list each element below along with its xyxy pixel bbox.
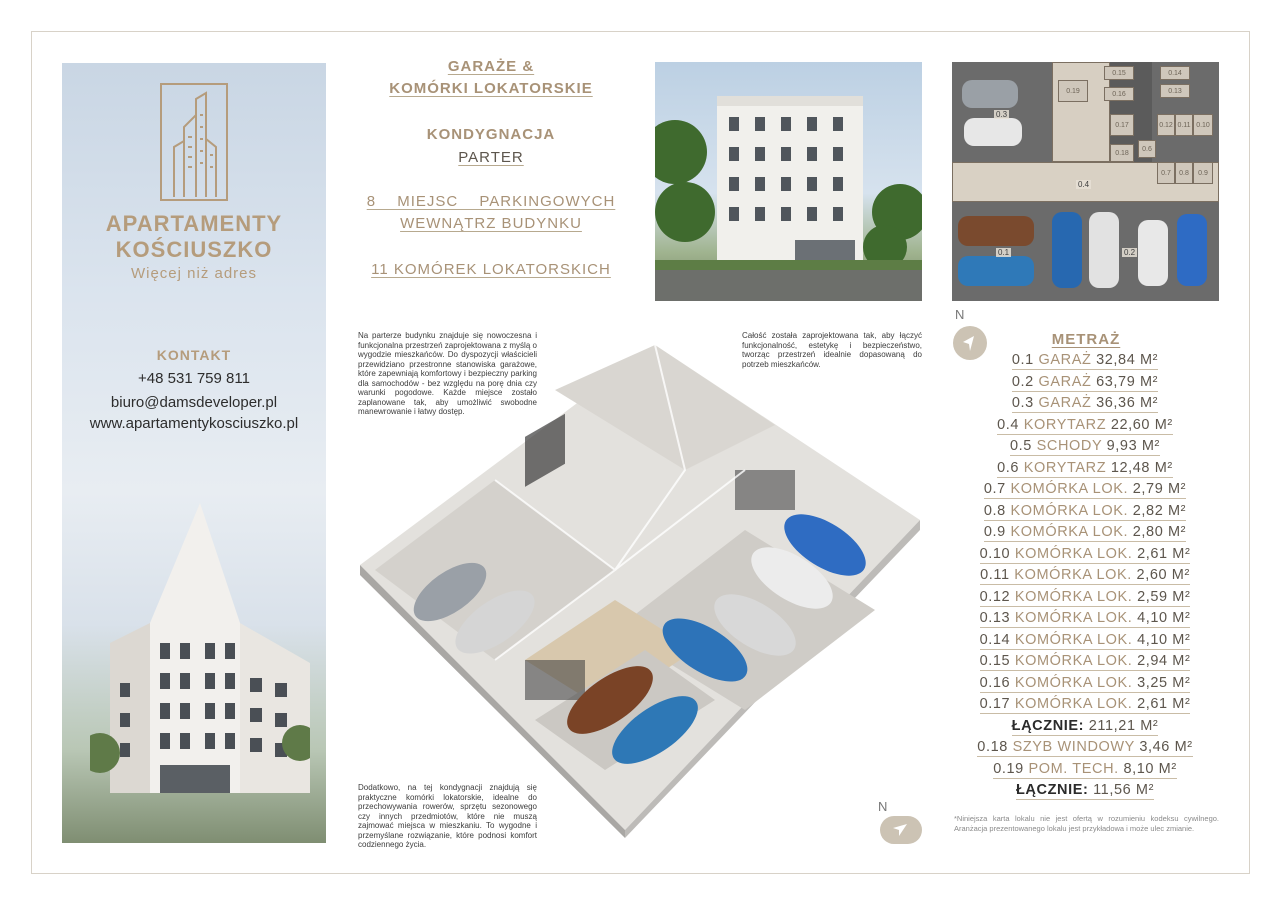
intro-paragraph: Na parterze budynku znajduje się nowoczesna i funkcjonalna przestrzeń zaprojektowana z myślą o wygodzie mieszkańców. Do dyspozycji właścicieli przewidziano przestronne stanowiska garażowe, które zapewniają komfortowy i bezpieczny parking dla samochodów - bez względu na porę dnia czy warunki pogodowe. Każde miejsce zostało zaplanowane tak, aby umożliwić swobodne manewrowanie i łatwy dostęp. [358,331,537,416]
area-row-value: 2,94 M² [1137,653,1191,669]
plan-label-0.2: 0.2 [1124,248,1136,257]
plan-cell-0.13: 0.13 [1160,84,1190,98]
isometric-floor-view [355,330,925,840]
area-row [940,632,1230,648]
plan-label-0.4: 0.4 [1078,180,1090,189]
level-value: PARTER [458,149,524,166]
area-row [940,696,1230,712]
area-row-label: KOMÓRKA LOK. [1014,545,1133,562]
area-row-number: 0.7 [983,481,1006,497]
compass-n-label-bottom: N [878,799,888,814]
area-row-value: 8,10 M² [1123,760,1177,777]
compass-n-label-top: N [955,307,965,322]
area-row-label: KORYTARZ [1023,416,1107,433]
area-row-value: 3,46 M² [1139,739,1193,755]
area-row-value: 2,82 M² [1132,502,1187,519]
area-row [940,460,1230,476]
bottom-paragraph: Dodatkowo, na tej kondygnacji znajdują się praktyczne komórki lokatorskie, idealne do przechowywania rowerów, sprzętu sezonowego czy innych przedmiotów, które nie muszą zajmować miejsca w mieszkaniu. To wygodne i przemyślane rozwiązanie, które podnosi komfort codziennego życia. [358,783,537,849]
plan-cell-0.17: 0.17 [1110,114,1134,136]
area-row-value: 2,60 M² [1136,567,1190,583]
area-row-number: 0.17 [979,696,1011,712]
area-row-number: 0.12 [979,588,1011,605]
area-row-number: 0.14 [979,631,1011,648]
parking-line2: WEWNĄTRZ BUDYNKU [400,215,582,232]
area-row [940,567,1230,583]
area-row-value: 3,25 M² [1137,674,1191,691]
contact-email[interactable]: biuro@damsdeveloper.pl [110,394,278,411]
level-label: KONDYGNACJA [426,126,556,143]
plan-cell-0.14: 0.14 [1160,66,1190,80]
plan-cell-0.7: 0.7 [1157,162,1175,184]
plan-cell-0.11: 0.11 [1175,114,1193,136]
plan-cell-0.6: 0.6 [1138,140,1156,158]
area-row [940,438,1230,454]
area-row-label: KOMÓRKA LOK. [1014,567,1132,583]
area-row [940,546,1230,562]
area-row-number: 0.8 [983,502,1006,519]
area-row-number: 0.10 [979,545,1011,562]
area-row-number: 0.9 [983,524,1006,540]
area-row-value: 2,61 M² [1137,545,1191,562]
area-total-row [940,782,1230,798]
disclaimer: *Niniejsza karta lokalu nie jest ofertą w rozumieniu kodeksu cywilnego. Aranżacja prezentowanego lokalu jest przykładowa i może ulec zmianie. [954,814,1219,833]
building-photo [655,62,922,301]
logo-icon [160,83,228,201]
plan-label-0.3: 0.3 [996,110,1008,119]
area-row-number: 0.19 [993,760,1024,777]
area-row-value: 36,36 M² [1096,395,1159,411]
area-row-label: SCHODY [1036,438,1102,454]
plan-cell-0.9: 0.9 [1193,162,1213,184]
area-row-value: 12,48 M² [1110,459,1173,476]
building-render-image [90,503,310,793]
contact-website[interactable]: www.apartamentykosciuszko.pl [89,415,299,432]
area-table-heading: METRAŻ [1051,331,1121,348]
area-row [940,481,1230,497]
area-total-label: ŁĄCZNIE: [1015,782,1089,798]
area-row-number: 0.11 [980,567,1010,583]
area-row-value: 2,80 M² [1132,524,1187,540]
brand-name-line2: KOŚCIUSZKO [115,237,273,262]
storage-block [345,261,637,278]
area-row [940,653,1230,669]
area-row-number: 0.2 [1011,373,1034,390]
area-row-number: 0.15 [979,653,1011,669]
area-row-label: KORYTARZ [1023,459,1107,476]
area-row [940,374,1230,390]
area-row-label: GARAŻ [1038,373,1092,390]
area-row [940,503,1230,519]
floor-plan [952,62,1219,301]
area-row-number: 0.18 [977,739,1008,755]
plan-cell-0.15: 0.15 [1104,66,1134,80]
area-row-number: 0.6 [997,459,1020,476]
area-row-value: 63,79 M² [1096,373,1159,390]
area-row [940,417,1230,433]
brand-name-line1: APARTAMENTY [105,211,283,236]
area-row-label: GARAŻ [1038,352,1092,368]
title-line1: GARAŻE & [447,58,535,75]
area-row-number: 0.5 [1010,438,1032,454]
area-row-label: POM. TECH. [1028,760,1119,777]
area-row-label: KOMÓRKA LOK. [1014,674,1133,691]
area-row-label: KOMÓRKA LOK. [1010,481,1129,497]
area-row [940,352,1230,368]
area-row [940,610,1230,626]
brand-banner [62,63,326,843]
area-row-number: 0.13 [979,610,1011,626]
plan-cell-0.18: 0.18 [1110,144,1134,162]
plan-cell-0.16: 0.16 [1104,87,1134,101]
area-row-label: KOMÓRKA LOK. [1014,696,1133,712]
plan-cell-0.12: 0.12 [1157,114,1175,136]
area-row-label: SZYB WINDOWY [1012,739,1135,755]
area-row [940,675,1230,691]
contact-heading: KONTAKT [156,347,232,363]
area-row-label: KOMÓRKA LOK. [1014,631,1133,648]
area-row-number: 0.3 [1011,395,1034,411]
area-row [940,395,1230,411]
right-paragraph: Całość została zaprojektowana tak, aby łączyć funkcjonalność, estetykę i bezpieczeństwo, tworząc przestrzeń idealnie dopasowaną do potrzeb mieszkańców. [742,331,922,369]
area-row-value: 32,84 M² [1096,352,1159,368]
area-row-number: 0.1 [1011,352,1034,368]
area-row-label: KOMÓRKA LOK. [1014,588,1133,605]
area-row-value: 2,59 M² [1137,588,1191,605]
area-row-label: KOMÓRKA LOK. [1014,653,1133,669]
parking-line1: 8 MIEJSC PARKINGOWYCH [366,193,616,210]
area-row-value: 9,93 M² [1106,438,1160,454]
section-title [345,58,637,97]
plan-label-0.1: 0.1 [998,248,1010,257]
area-row-value: 22,60 M² [1110,416,1173,433]
plan-cell-0.10: 0.10 [1193,114,1213,136]
area-total-value: 211,21 M² [1088,717,1159,734]
area-row [940,761,1230,777]
area-row-value: 4,10 M² [1137,610,1191,626]
area-row-label: KOMÓRKA LOK. [1010,524,1129,540]
area-row [940,589,1230,605]
area-total-label: ŁĄCZNIE: [1011,717,1085,734]
area-row-value: 2,79 M² [1132,481,1187,497]
contact-phone[interactable]: +48 531 759 811 [138,370,250,387]
plan-cell-0.19: 0.19 [1058,80,1088,102]
area-row [940,739,1230,755]
level-block [345,126,637,166]
area-row-label: KOMÓRKA LOK. [1014,610,1133,626]
plan-cell-0.8: 0.8 [1175,162,1193,184]
area-total-value: 11,56 M² [1093,782,1155,798]
area-row-number: 0.16 [979,674,1011,691]
area-row-value: 4,10 M² [1137,631,1191,648]
area-row-value: 2,61 M² [1137,696,1191,712]
brand-tagline: Więcej niż adres [130,265,258,282]
parking-block [345,193,637,232]
area-row-number: 0.4 [997,416,1020,433]
area-total-row [940,718,1230,734]
storage-count: 11 KOMÓREK LOKATORSKICH [371,261,611,278]
area-row-label: GARAŻ [1038,395,1092,411]
title-line2: KOMÓRKI LOKATORSKIE [389,80,593,97]
area-row-label: KOMÓRKA LOK. [1010,502,1129,519]
area-row [940,524,1230,540]
